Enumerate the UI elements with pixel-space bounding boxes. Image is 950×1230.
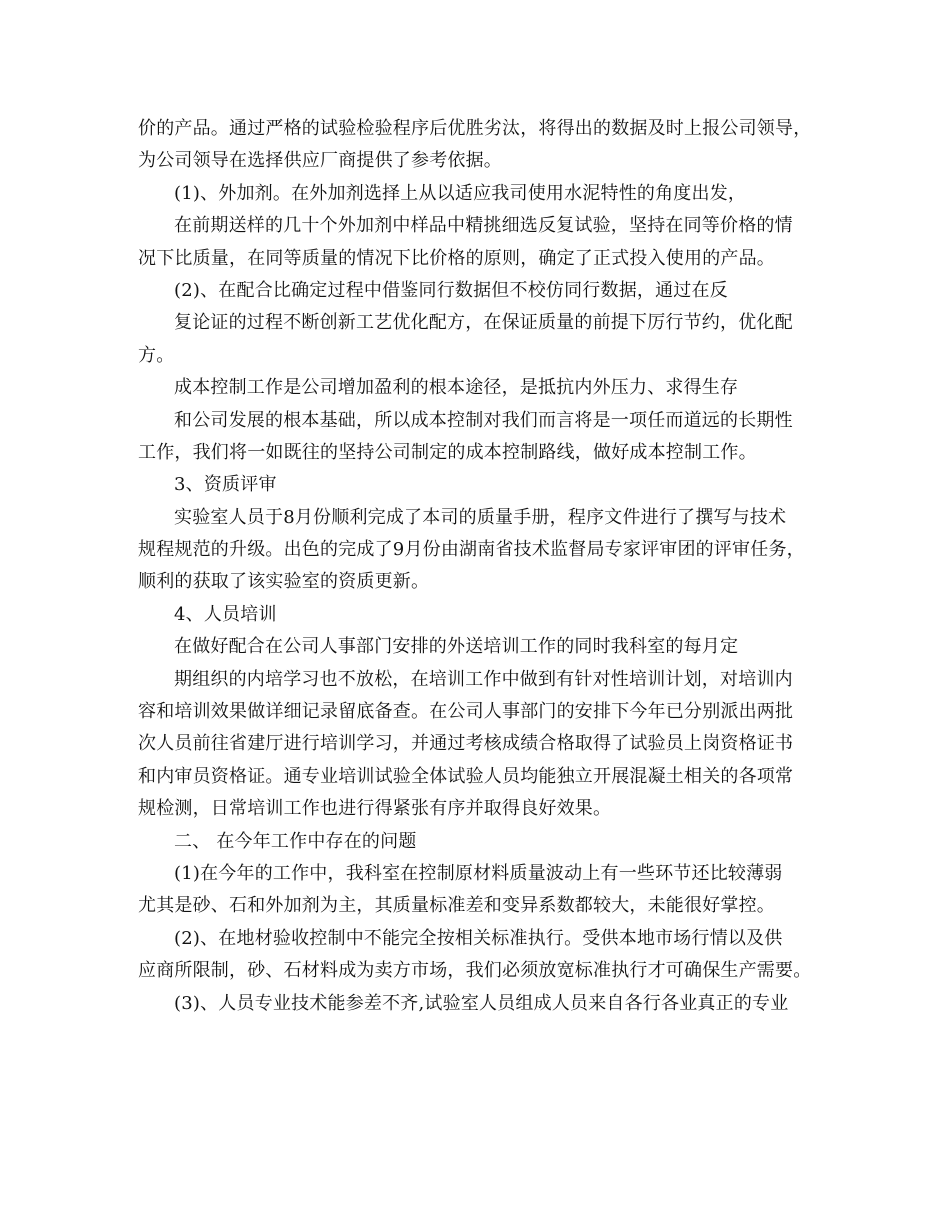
text-line: 应商所限制，砂、石材料成为卖方市场，我们必须放宽标准执行才可确保生产需要。 [138, 960, 812, 982]
text-line: 方。 [138, 344, 175, 366]
text-line: (2)、在配合比确定过程中借鉴同行数据但不校仿同行数据，通过在反 [174, 279, 728, 301]
text-line: 3、资质评审 [174, 474, 277, 496]
text-line: 工作，我们将一如既往的坚持公司制定的成本控制路线，做好成本控制工作。 [138, 441, 757, 463]
text-line: (3)、人员专业技术能参差不齐,试验室人员组成人员来自各行各业真正的专业 [174, 992, 789, 1014]
text-line: 规检测，日常培训工作也进行得紧张有序并取得良好效果。 [138, 798, 612, 820]
text-line: 尤其是砂、石和外加剂为主，其质量标准差和变异系数都较大，未能很好掌控。 [138, 895, 775, 917]
text-line: 顺利的获取了该实验室的资质更新。 [138, 571, 430, 593]
text-line: 成本控制工作是公司增加盈利的根本途径，是抵抗内外压力、求得生存 [174, 377, 739, 399]
text-line: 二、 在今年工作中存在的问题 [174, 830, 417, 852]
document-body [138, 113, 838, 1020]
text-line: 价的产品。通过严格的试验检验程序后优胜劣汰，将得出的数据及时上报公司领导， [138, 118, 812, 139]
text-line: 规程规范的升级。出色的完成了9月份由湖南省技术监督局专家评审团的评审任务， [138, 539, 805, 561]
text-line: 在前期送样的几十个外加剂中样品中精挑细选反复试验，坚持在同等价格的情 [174, 215, 793, 237]
text-line: 为公司领导在选择供应厂商提供了参考依据。 [138, 150, 502, 172]
text-line: 和内审员资格证。通专业培训试验全体试验人员均能独立开展混凝土相关的各项常 [138, 765, 794, 787]
text-line: 和公司发展的根本基础，所以成本控制对我们而言将是一项任而道远的长期性 [174, 409, 793, 431]
text-line: 在做好配合在公司人事部门安排的外送培训工作的同时我科室的每月定 [174, 636, 739, 658]
text-line: 复论证的过程不断创新工艺优化配方，在保证质量的前提下厉行节约，优化配 [174, 312, 793, 334]
text-line: 4、人员培训 [174, 603, 277, 625]
text-line: 况下比质量，在同等质量的情况下比价格的原则，确定了正式投入使用的产品。 [138, 247, 775, 269]
text-line: 期组织的内培学习也不放松，在培训工作中做到有针对性培训计划，对培训内 [174, 668, 793, 690]
text-line: 实验室人员于8月份顺利完成了本司的质量手册，程序文件进行了撰写与技术 [174, 506, 787, 528]
text-line: (1)在今年的工作中，我科室在控制原材料质量波动上有一些环节还比较薄弱 [174, 862, 783, 884]
text-line: 容和培训效果做详细记录留底备查。在公司人事部门的安排下今年已分别派出两批 [138, 701, 794, 723]
text-line: 次人员前往省建厅进行培训学习，并通过考核成绩合格取得了试验员上岗资格证书 [138, 733, 794, 755]
text-line: (1)、外加剂。在外加剂选择上从以适应我司使用水泥特性的角度出发， [174, 182, 747, 204]
text-line: (2)、在地材验收控制中不能完全按相关标准执行。受供本地市场行情以及供 [174, 927, 783, 949]
